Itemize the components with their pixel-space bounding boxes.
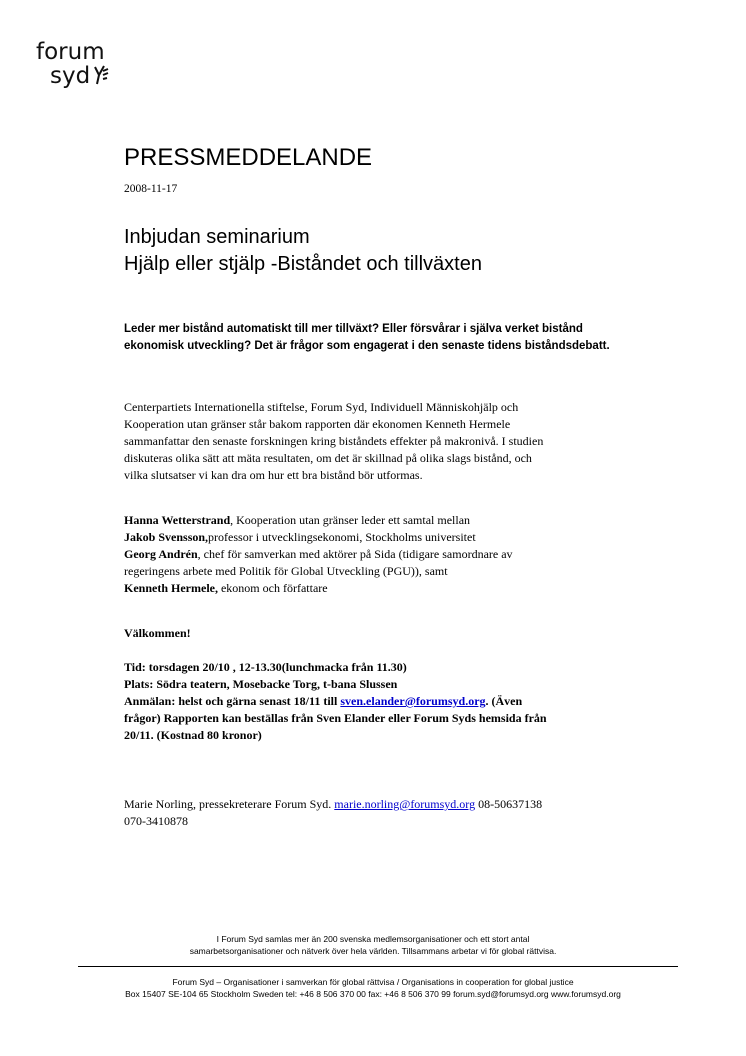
speaker-text: professor i utvecklingsekonomi, Stockholms universitet	[208, 530, 476, 544]
signup-suffix: . (Även	[485, 694, 523, 708]
signup-prefix: Anmälan: helst och gärna senast 18/11 till	[124, 694, 341, 708]
lead-paragraph: Leder mer bistånd automatiskt till mer tillväxt? Eller försvårar i själva verket bistånd ekonomisk utveckling? Det är frågor som engagerat i den senaste tidens biståndsdebatt.	[124, 323, 610, 352]
logo-mark-icon	[92, 64, 110, 86]
contact-phone: 08-50637138	[475, 797, 543, 811]
moderator-text: , Kooperation utan gränser leder ett samtal mellan	[230, 513, 471, 527]
footer-org-line: Forum Syd – Organisationer i samverkan för global rättvisa / Organisations in cooperation for global justice	[172, 977, 574, 987]
footer-address	[0, 976, 746, 1000]
speaker-name: Jakob Svensson,	[124, 530, 209, 544]
footer-about	[0, 933, 746, 957]
intro-line: diskuteras olika sätt att mäta resultaten, om det är skillnad på olika slags bistånd, och	[124, 451, 532, 465]
event-details	[124, 659, 624, 744]
moderator-name: Hanna Wetterstrand	[124, 513, 231, 527]
seminar-heading	[124, 224, 482, 278]
event-place: Plats: Södra teatern, Mosebacke Torg, t-bana Slussen	[124, 677, 398, 691]
logo-line-2	[36, 64, 110, 88]
panel-line-3	[124, 546, 624, 563]
intro-line: sammanfattar den senaste forskningen kring biståndets effekter på makronivå. I studien	[124, 434, 544, 448]
contact-mobile: 070-3410878	[124, 814, 188, 828]
heading-line-1: Inbjudan seminarium	[124, 226, 310, 248]
signup-email-link[interactable]: sven.elander@forumsyd.org	[340, 694, 486, 708]
release-date: 2008-11-17	[124, 183, 178, 195]
event-signup	[124, 693, 624, 710]
intro-line: Kooperation utan gränser står bakom rapporten där ekonomen Kenneth Hermele	[124, 417, 511, 431]
footer-divider	[78, 966, 678, 967]
event-report-cost: 20/11. (Kostnad 80 kronor)	[124, 728, 262, 742]
page-title: PRESSMEDDELANDE	[124, 144, 373, 171]
contact-prefix: Marie Norling, pressekreterare Forum Syd.	[124, 797, 335, 811]
speaker-text: , chef för samverkan med aktörer på Sida (tidigare samordnare av	[197, 547, 513, 561]
contact-line-1	[124, 796, 624, 813]
panel-line-5	[124, 580, 624, 597]
footer-contact-line: Box 15407 SE-104 65 Stockholm Sweden tel: +46 8 506 370 00 fax: +46 8 506 370 99 forum.syd@forumsyd.org www.forumsyd.org	[125, 989, 621, 999]
footer-about-line: samarbetsorganisationer och nätverk över hela världen. Tillsammans arbetar vi för global rättvisa.	[189, 946, 557, 956]
panel-line-1	[124, 512, 624, 529]
footer-about-line: I Forum Syd samlas mer än 200 svenska medlemsorganisationer och ett stort antal	[216, 934, 530, 944]
press-contact	[124, 796, 624, 830]
panel-paragraph	[124, 512, 624, 597]
intro-paragraph	[124, 399, 624, 484]
intro-line: Centerpartiets Internationella stiftelse, Forum Syd, Individuell Människohjälp och	[124, 400, 519, 414]
heading-line-2: Hjälp eller stjälp -Biståndet och tillväxten	[124, 253, 482, 275]
speaker-name: Georg Andrén	[124, 547, 198, 561]
speaker-text: ekonom och författare	[217, 581, 328, 595]
logo-line-1: forum	[36, 39, 105, 65]
panel-line-2	[124, 529, 624, 546]
speaker-name: Kenneth Hermele,	[124, 581, 218, 595]
welcome-text: Välkommen!	[124, 626, 191, 640]
event-time: Tid: torsdagen 20/10 , 12-13.30(lunchmacka från 11.30)	[124, 660, 407, 674]
forum-syd-logo	[36, 40, 110, 88]
panel-line-4: regeringens arbete med Politik för Global Utveckling (PGU)), samt	[124, 564, 448, 578]
intro-line: vilka slutsatser vi kan dra om hur ett bra bistånd bör utformas.	[124, 468, 423, 482]
contact-email-link[interactable]: marie.norling@forumsyd.org	[334, 797, 476, 811]
logo-line-2-text: syd	[50, 63, 91, 89]
event-report-info: frågor) Rapporten kan beställas från Sven Elander eller Forum Syds hemsida från	[124, 711, 547, 725]
